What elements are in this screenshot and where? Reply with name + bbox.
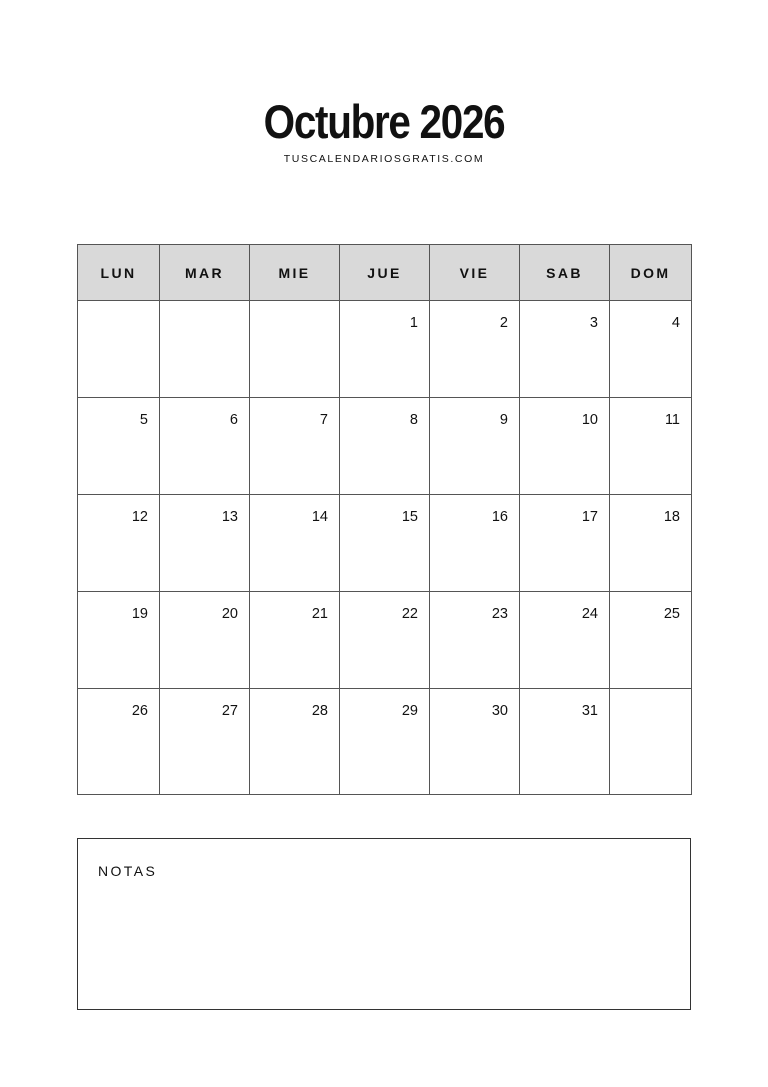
- day-cell: [78, 301, 160, 398]
- week-row: [78, 301, 692, 398]
- day-number: 24: [581, 606, 598, 622]
- day-cell: [340, 301, 430, 398]
- day-number: 4: [671, 315, 680, 331]
- day-cell: [250, 689, 340, 795]
- day-cell: [250, 398, 340, 495]
- day-cell: [430, 592, 520, 689]
- day-cell: [160, 689, 250, 795]
- weekday-header-mie: MIE: [250, 245, 340, 301]
- day-number: 22: [401, 606, 418, 622]
- day-number: 5: [139, 412, 148, 428]
- day-number: [610, 689, 691, 703]
- day-number: 30: [491, 703, 508, 719]
- day-number: 19: [131, 606, 148, 622]
- website-subtitle: TUSCALENDARIOSGRATIS.COM: [283, 153, 485, 165]
- day-cell: [250, 301, 340, 398]
- day-number: 21: [311, 606, 328, 622]
- day-cell: [430, 398, 520, 495]
- day-cell: [520, 398, 610, 495]
- day-number: 2: [499, 315, 508, 331]
- day-cell: [610, 398, 692, 495]
- day-cell: [78, 495, 160, 592]
- day-number: 25: [663, 606, 680, 622]
- day-cell: [160, 398, 250, 495]
- day-number: 10: [581, 412, 598, 428]
- day-cell: [160, 495, 250, 592]
- day-number: 3: [589, 315, 598, 331]
- day-number: 31: [581, 703, 598, 719]
- day-cell: [250, 495, 340, 592]
- day-number: 11: [664, 412, 680, 428]
- page-title: Octubre 2026: [263, 95, 505, 148]
- day-cell: [520, 689, 610, 795]
- day-number: [78, 301, 159, 315]
- day-number: 28: [311, 703, 328, 719]
- day-number: [160, 301, 249, 315]
- day-number: 17: [581, 509, 598, 525]
- day-number: 12: [131, 509, 148, 525]
- day-cell: [78, 689, 160, 795]
- day-cell: [610, 689, 692, 795]
- day-cell: [340, 689, 430, 795]
- day-number: 18: [663, 509, 680, 525]
- day-number: 14: [311, 509, 328, 525]
- notes-label: NOTAS: [98, 863, 158, 879]
- weekday-header-mar: MAR: [160, 245, 250, 301]
- day-cell: [430, 495, 520, 592]
- day-cell: [340, 495, 430, 592]
- weekday-header-sab: SAB: [520, 245, 610, 301]
- day-cell: [520, 592, 610, 689]
- month-calendar-grid: [77, 244, 692, 795]
- day-cell: [520, 495, 610, 592]
- day-cell: [610, 495, 692, 592]
- day-number: [250, 301, 339, 315]
- day-cell: [160, 301, 250, 398]
- day-cell: [520, 301, 610, 398]
- day-cell: [78, 592, 160, 689]
- day-cell: [340, 398, 430, 495]
- day-number: 9: [499, 412, 508, 428]
- week-row: [78, 495, 692, 592]
- day-number: 16: [491, 509, 508, 525]
- day-number: 6: [229, 412, 238, 428]
- day-cell: [340, 592, 430, 689]
- weekday-header-dom: DOM: [610, 245, 692, 301]
- day-number: 7: [319, 412, 328, 428]
- week-row: [78, 398, 692, 495]
- day-cell: [430, 689, 520, 795]
- day-number: 13: [221, 509, 238, 525]
- week-row: [78, 592, 692, 689]
- day-number: 8: [409, 412, 418, 428]
- day-number: 1: [409, 315, 418, 331]
- day-cell: [160, 592, 250, 689]
- day-number: 26: [131, 703, 148, 719]
- day-number: 20: [221, 606, 238, 622]
- weekday-header-jue: JUE: [340, 245, 430, 301]
- day-number: 27: [221, 703, 238, 719]
- day-number: 29: [401, 703, 418, 719]
- day-cell: [250, 592, 340, 689]
- week-row: [78, 689, 692, 795]
- notes-box: [77, 838, 691, 1010]
- weekday-header-vie: VIE: [430, 245, 520, 301]
- weekday-header-row: [78, 245, 692, 301]
- day-cell: [610, 592, 692, 689]
- weekday-header-lun: LUN: [78, 245, 160, 301]
- day-number: 15: [401, 509, 418, 525]
- day-cell: [610, 301, 692, 398]
- day-cell: [78, 398, 160, 495]
- day-cell: [430, 301, 520, 398]
- day-number: 23: [491, 606, 508, 622]
